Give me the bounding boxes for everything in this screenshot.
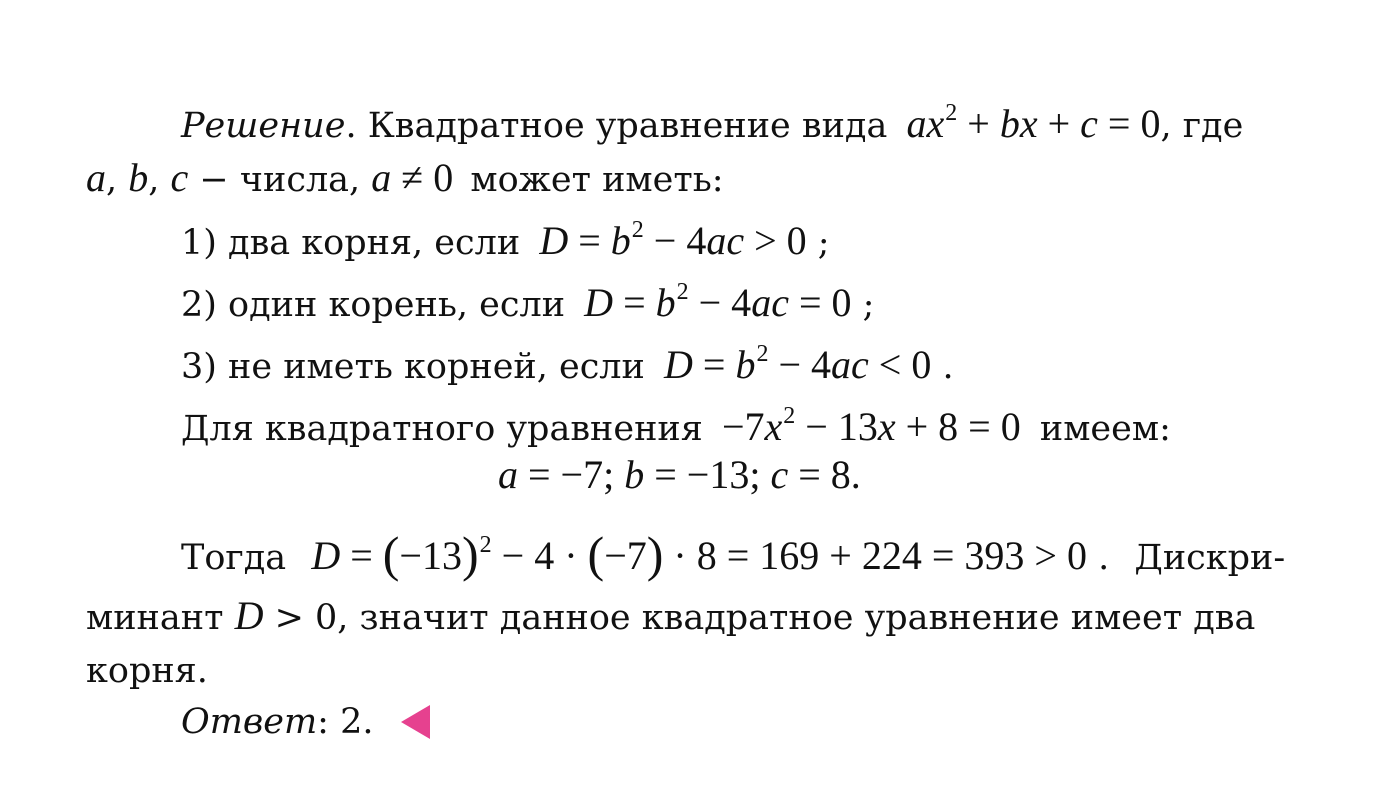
case-two-roots: 1) два корня, если $D = b^2 - 4ac > 0$ ; [181, 217, 830, 263]
specific-equation: $-7x^2 - 13x + 8 = 0$ [721, 403, 1021, 449]
discriminant-line: Тогда $D = (-13)^2 - 4 \cdot (-7) \cdot 8 = 169 + 224 = 393 > 0$ . Дискри- [181, 526, 1286, 582]
var-a: a [86, 155, 106, 200]
solution-label: Решение [181, 106, 346, 146]
a-not-zero: a ≠ 0 [371, 155, 454, 200]
answer-label: Ответ [181, 702, 318, 742]
case-1-formula: $D = b^2 - 4ac > 0$ [539, 217, 807, 263]
answer-line [181, 700, 373, 744]
conclusion-line-1: минант D > 0, значит данное квадратное уравнение имеет два [86, 593, 1256, 638]
case-one-root: 2) один корень, если $D = b^2 - 4ac = 0$ ; [181, 279, 875, 325]
intro-text: . Квадратное уравнение вида [345, 106, 888, 146]
answer-value: : 2. [317, 702, 374, 742]
variables-line: a, b, c − числа, a ≠ 0 может иметь: [86, 155, 724, 200]
may-have-text: может иметь: [470, 160, 724, 200]
discriminant-calculation: $D = (-13)^2 - 4 \cdot (-7) \cdot 8 = 169 + 224 = 393 > 0$ [311, 526, 1087, 582]
intro-line [181, 102, 1243, 152]
case-2-formula: $D = b^2 - 4ac = 0$ [584, 279, 852, 325]
general-equation: $ax^2$ + bx + c = 0 [906, 100, 1161, 146]
var-c: c [170, 155, 189, 200]
numbers-text: − числа, [188, 160, 372, 200]
conclusion-line-2: корня. [86, 651, 208, 691]
case-no-roots: 3) не иметь корней, если $D = b^2 - 4ac < 0$ . [181, 341, 954, 387]
end-of-solution-marker-icon [401, 705, 430, 739]
coefficients-line: a = −7; b = −13; c = 8. [498, 452, 861, 497]
specific-equation-line: Для квадратного уравнения $-7x^2 - 13x + 8 = 0$ имеем: [181, 403, 1171, 449]
where-text: , где [1160, 106, 1244, 146]
var-b: b [128, 155, 149, 200]
case-3-formula: $D = b^2 - 4ac < 0$ [664, 341, 932, 387]
